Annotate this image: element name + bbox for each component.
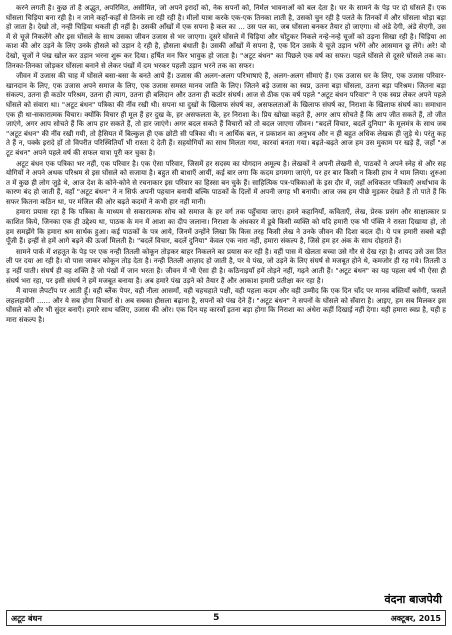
article-paragraph: करने लगती है। कुछ तो है अद्भुत, अपरिमित, असीमित, जो अपने इरादों को, नेक सपनों को, निर्मल भावनाओं को बल देता है। घर के सामने के पेड़ पर दो घोंसले हैं। एक घोंसला चिड़िया बना रही है। न जाने कहाँ-कहाँ से तिनके ला रही रही है। मीलों यात्रा करके एक-एक तिनका लाती है, उसको चुन रही है पलते के तिनकों में और घोंसला थोड़ा बड़ा हो जाता है। देखो तो, नन्ही चिड़िया थकती ही नहीं है। उसकी आँखों में एक सपना है कल का ... उस पल का, जब घोंसला बनकर तैयार हो जाएगा। वो अंडे देगी, अंडे सेएगी, उसमें से चूजे निकलेंगे और इस घोंसले के साथ उसका जीवन उजास से भर जाएगा। दूसरे घोंसले में चिड़िया और चोंटुकर निकले नन्हे-नन्हे चूजों को उड़ना सिखा रही है। चिड़िया आकाश की ओर उड़ने के लिए उनके हौसले को उड़ान दे रही है, हौसला बंधाती है। उसकी आँखों में सपना है, एक दिन उसके ये चूजे उड़ान भरेंगे और आसमान छू लेंगे। अरे! वो देखो, चूजों ने पंख खोल कर उड़ान भरना शुरू कर दिया। हर्षित मन फिर भावुक हो जाता है। "अटूट बंधन" का पिछले एक वर्ष का सफर। पहले घोंसले से दूसरे घोंसले तक का। तिनका-तिनका जोड़कर घोंसला बनाने से लेकर पंखों में दम भरकर पहली उड़ान भरने तक का सफर। xyxy=(6,4,446,70)
page-footer xyxy=(6,610,446,626)
footer-page-number: 5 xyxy=(213,613,220,623)
footer-issue-date: अक्टूबर, 2015 xyxy=(390,613,441,623)
magazine-page xyxy=(6,4,446,631)
article-paragraph: अटूट बंधन एक पत्रिका भर नहीं, एक परिवार है। एक ऐसा परिवार, जिसमें हर सदस्य का योगदान अमूल्य है। लेखकों ने अपनी लेखनी से, पाठकों ने अपने स्नेह से और सहयोगियों ने अपने अथक परिश्रम से इस घोंसले को सजाया है। बहुत सी बाधाएँ आयीं, कई बार लगा कि कदम डगमगा जाएंगे, पर हर बार किसी न किसी हाथ ने थाम लिया। शुरुआत में कुछ ही लोग जुड़े थे, आज देश के कोने-कोने से रचनाकार इस परिवार का हिस्सा बन चुके हैं। साहित्यिक पत्र-पत्रिकाओं के इस दौर में, जहाँ अधिकतर पत्रिकाएँ अर्थाभाव के कारण बंद हो जाती हैं, वहाँ "अटूट बंधन" ने न सिर्फ अपनी पहचान बनायी बल्कि पाठकों के दिलों में अपनी जगह भी बनायी। आज जब हम पीछे मुड़कर देखते हैं तो पाते हैं कि सफर कितना कठिन था, पर मंजिल की ओर बढ़ते कदमों ने कभी हार नहीं मानी। xyxy=(6,159,446,206)
author-signature: वंदना बाजपेयी xyxy=(384,593,442,606)
article-paragraph: हमारा प्रयास रहा है कि पत्रिका के माध्यम से सकारात्मक सोच को समाज के हर वर्ग तक पहुँचाया जाए। हमने कहानियाँ, कविताएँ, लेख, प्रेरक प्रसंग और साक्षात्कार प्रकाशित किये, जिनका एक ही उद्देश्य था, पाठक के मन में आशा का दीप जलाना। निराशा के अंधकार में डूबे किसी व्यक्ति को यदि हमारी एक भी पंक्ति ने रास्ता दिखाया हो, तो हम समझेंगे कि हमारा श्रम सार्थक हुआ। कई पाठकों के पत्र आये, जिनमें उन्होंने लिखा कि किस तरह किसी लेख ने उनके जीवन की दिशा बदल दी। ये पत्र हमारी सबसे बड़ी पूँजी हैं। इन्हीं से हमें आगे बढ़ने की ऊर्जा मिलती है। "बदलें विचार, बदलें दुनिया" केवल एक नारा नहीं, हमारा संकल्प है, जिसे हम हर अंक के साथ दोहराते हैं। xyxy=(6,208,446,246)
article-body xyxy=(6,4,446,592)
article-paragraph: जीवन में उजास की चाह में घोंसले बसा-बसा के बनते आये हैं। उजास की अलग-अलग परिभाषाएं हैं, अलग-अलग सीमाएं हैं। एक उजास घर के लिए, एक उजास परिवार-खानदान के लिए, एक उजास अपने समाज के लिए, एक उजास समस्त मानव जाति के लिए। जितने बड़े उजास का स्वप्न, उतना बड़ा घोंसला, उतना बड़ा परिश्रम। जितना बड़ा संकल्प, उतना ही कठोर परिश्रम, उतना ही त्याग, उतना ही बलिदान और उतना ही कठोर संघर्ष। आज से ठीक एक वर्ष पहले "अटूट बंधन परिवार" ने एक स्वप्न लेकर अपने पहले घोंसले को संवारा था। "अटूट बंधन" पत्रिका की नींव रखी थी। सपना था दुखों के खिलाफ संघर्ष का, असफलताओं के खिलाफ संघर्ष का, निराशा के खिलाफ संघर्ष का। समाधान एक ही था-सकारात्मक विचार। क्योंकि विचार ही मूल हैं हर दुख के, हर असफलता के, हर निराशा के। प्रिय खोखा कहते हैं, अगर आप सोचते हैं कि आप जीत सकते हैं, तो जीत जाएंगे, अगर आप सोचते हैं कि आप हार सकते हैं, तो हार जाएंगे। अगर बदल सकते हैं विचारों को तो बदल जाएगा जीवन। "बदलें विचार, बदलें दुनिया" के मूलमंत्र के साथ जब "अटूट बंधन" की नींव रखी गयी, तो हैसियत में बिल्कुल ही एक छोटी सी पत्रिका थी। न आर्थिक बल, न प्रकाशन का अनुभव और न ही बहुत अधिक लेखक ही जुड़े थे। परंतु कहते हैं न, पक्के इरादे हों तो विपरीत परिस्थितियाँ भी रास्ता दे देती हैं। सहयोगियों का साथ मिलता गया, कारवां बनता गया। बढ़ते-बढ़ते आज हम उस मुकाम पर खड़े हैं, जहाँ "अटूट बंधन" अपने पहले वर्ष की सफल यात्रा पूरी कर चुका है। xyxy=(6,72,446,157)
footer-magazine-name: अटूट बंधन xyxy=(11,613,42,623)
article-paragraph: मैं वापस लैपटॉप पर आती हूँ। वही ब्लैंक पेपर, वही नीला आसमाँ, वही चहचहाते पक्षी, वही पहला कदम और वही उम्मीद कि एक दिन चाँद पर मानव बस्तियाँ बसेंगी, फसलें लहलहायेंगी ...... और ये सब होगा विचारों से। अब सबका हौसला बढ़ाना है, सपनों को पंख देने हैं। "अटूट बंधन" ने सपनों के घोंसले को सँवारा है। आइए, हम सब मिलकर इस घोंसले को और भी सुंदर बनाएँ। हमारे साथ चलिए, उजास की ओर। एक दिन यह कारवाँ इतना बड़ा होगा कि निराशा का अंधेरा कहीं दिखाई नहीं देगा। यही हमारा स्वप्न है, यही हमारा संकल्प है। xyxy=(6,287,446,324)
article-paragraph: सामने पार्क में शहतूत के पेड़ पर एक नन्ही तितली कोकून तोड़कर बाहर निकलने का प्रयास कर रही है। वहीं पास में खेलता बच्चा उसे गौर से देख रहा है। शायद उसे उस तितली पर दया आ रही है। वो पास जाकर कोकून तोड़ देता है। नन्ही तितली आज़ाद हो जाती है, पर वे पंख, जो उड़ने के लिए संघर्ष से मजबूत होने थे, कमजोर ही रह गये। तितली उड़ नहीं पाती। संघर्ष ही वह शक्ति है जो पंखों में जान भरता है। जीवन में भी ऐसा ही है। कठिनाइयाँ हमें तोड़ने नहीं, गढ़ने आती हैं। "अटूट बंधन" का यह पहला वर्ष भी ऐसा ही संघर्ष भरा रहा, पर इसी संघर्ष ने हमें मजबूत बनाया है। अब हमारे पंख उड़ने को तैयार हैं और आकाश हमारी प्रतीक्षा कर रहा है। xyxy=(6,247,446,285)
